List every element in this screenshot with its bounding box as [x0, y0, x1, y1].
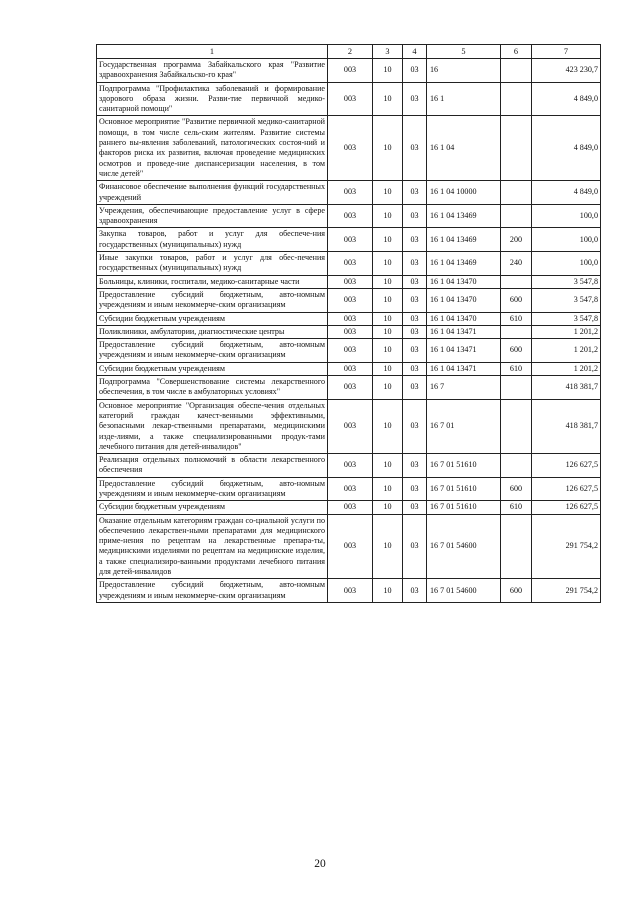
- row-section: 10: [373, 399, 403, 453]
- row-section: 10: [373, 501, 403, 514]
- row-subsection: 03: [403, 362, 427, 375]
- row-amount: 4 849,0: [532, 181, 601, 205]
- row-section: 10: [373, 181, 403, 205]
- row-amount: 100,0: [532, 252, 601, 276]
- row-amount: 100,0: [532, 228, 601, 252]
- row-name: Субсидии бюджетным учреждениям: [97, 362, 328, 375]
- row-subsection: 03: [403, 514, 427, 579]
- row-target-article: 16 1 04 13471: [427, 325, 501, 338]
- table-row: [97, 116, 601, 181]
- header-col-1: 1: [97, 45, 328, 59]
- row-expense-type: [501, 275, 532, 288]
- table-row: [97, 288, 601, 312]
- row-ministry-code: 003: [328, 477, 373, 501]
- row-target-article: 16 7 01 54600: [427, 514, 501, 579]
- table-row: [97, 362, 601, 375]
- row-section: 10: [373, 362, 403, 375]
- row-target-article: 16 1: [427, 82, 501, 116]
- table-row: [97, 399, 601, 453]
- row-name: Поликлиники, амбулатории, диагностические центры: [97, 325, 328, 338]
- row-target-article: 16 7 01 51610: [427, 477, 501, 501]
- table-row: [97, 376, 601, 400]
- row-amount: 4 849,0: [532, 116, 601, 181]
- row-ministry-code: 003: [328, 514, 373, 579]
- row-ministry-code: 003: [328, 339, 373, 363]
- row-amount: 3 547,8: [532, 288, 601, 312]
- row-subsection: 03: [403, 376, 427, 400]
- row-subsection: 03: [403, 399, 427, 453]
- table-row: [97, 501, 601, 514]
- row-subsection: 03: [403, 312, 427, 325]
- row-expense-type: 610: [501, 501, 532, 514]
- row-expense-type: 600: [501, 339, 532, 363]
- row-amount: 1 201,2: [532, 362, 601, 375]
- row-amount: 291 754,2: [532, 579, 601, 603]
- row-subsection: 03: [403, 339, 427, 363]
- row-subsection: 03: [403, 204, 427, 228]
- row-subsection: 03: [403, 82, 427, 116]
- table-row: [97, 454, 601, 478]
- row-target-article: 16: [427, 59, 501, 83]
- row-subsection: 03: [403, 288, 427, 312]
- row-subsection: 03: [403, 275, 427, 288]
- row-subsection: 03: [403, 252, 427, 276]
- row-ministry-code: 003: [328, 82, 373, 116]
- row-name: Предоставление субсидий бюджетным, авто-номным учреждениям и иным некоммерче-ским организациям: [97, 579, 328, 603]
- row-ministry-code: 003: [328, 59, 373, 83]
- row-ministry-code: 003: [328, 501, 373, 514]
- row-ministry-code: 003: [328, 275, 373, 288]
- row-amount: 4 849,0: [532, 82, 601, 116]
- table-row: [97, 579, 601, 603]
- row-name: Подпрограмма "Совершенствование системы лекарственного обеспечения, в том числе в амбулаторных условиях": [97, 376, 328, 400]
- row-ministry-code: 003: [328, 228, 373, 252]
- table-row: [97, 59, 601, 83]
- row-amount: 418 381,7: [532, 399, 601, 453]
- row-section: 10: [373, 59, 403, 83]
- row-expense-type: 600: [501, 477, 532, 501]
- row-expense-type: [501, 82, 532, 116]
- row-expense-type: 600: [501, 579, 532, 603]
- row-amount: 1 201,2: [532, 325, 601, 338]
- row-target-article: 16 1 04 10000: [427, 181, 501, 205]
- table-row: [97, 514, 601, 579]
- row-expense-type: 240: [501, 252, 532, 276]
- row-subsection: 03: [403, 501, 427, 514]
- row-amount: 3 547,8: [532, 275, 601, 288]
- row-section: 10: [373, 312, 403, 325]
- row-name: Субсидии бюджетным учреждениям: [97, 312, 328, 325]
- row-section: 10: [373, 288, 403, 312]
- table-row: [97, 312, 601, 325]
- row-target-article: 16 7 01 51610: [427, 454, 501, 478]
- row-expense-type: 610: [501, 362, 532, 375]
- row-ministry-code: 003: [328, 116, 373, 181]
- row-name: Реализация отдельных полномочий в области лекарственного обеспечения: [97, 454, 328, 478]
- row-ministry-code: 003: [328, 288, 373, 312]
- row-name: Субсидии бюджетным учреждениям: [97, 501, 328, 514]
- row-name: Подпрограмма "Профилактика заболеваний и формирование здорового образа жизни. Разви-тие первичной медико-санитарной помощи": [97, 82, 328, 116]
- table-row: [97, 275, 601, 288]
- row-name: Учреждения, обеспечивающие предоставление услуг в сфере здравоохранения: [97, 204, 328, 228]
- table-row: [97, 204, 601, 228]
- header-col-6: 6: [501, 45, 532, 59]
- row-ministry-code: 003: [328, 312, 373, 325]
- row-amount: 1 201,2: [532, 339, 601, 363]
- table-row: [97, 339, 601, 363]
- row-target-article: 16 1 04 13471: [427, 339, 501, 363]
- row-name: Основное мероприятие "Организация обеспе-чения отдельных категорий граждан качест-венными эффективными, безопасными лекар-ственными препаратами, медицинскими изде-лиями, а также специализированными продук-тами лечебного питания для детей-инвалидов": [97, 399, 328, 453]
- budget-table-page: [96, 44, 600, 603]
- row-target-article: 16 1 04 13471: [427, 362, 501, 375]
- table-header-row: [97, 45, 601, 59]
- header-col-3: 3: [373, 45, 403, 59]
- row-target-article: 16 1 04 13470: [427, 312, 501, 325]
- row-target-article: 16 1 04 13469: [427, 228, 501, 252]
- table-row: [97, 477, 601, 501]
- table-row: [97, 228, 601, 252]
- row-ministry-code: 003: [328, 454, 373, 478]
- row-amount: 126 627,5: [532, 477, 601, 501]
- row-section: 10: [373, 82, 403, 116]
- row-section: 10: [373, 275, 403, 288]
- row-target-article: 16 1 04 13470: [427, 275, 501, 288]
- row-ministry-code: 003: [328, 376, 373, 400]
- row-target-article: 16 1 04 13470: [427, 288, 501, 312]
- row-ministry-code: 003: [328, 399, 373, 453]
- row-target-article: 16 7 01 51610: [427, 501, 501, 514]
- page-number: 20: [314, 858, 326, 870]
- row-amount: 291 754,2: [532, 514, 601, 579]
- row-ministry-code: 003: [328, 362, 373, 375]
- row-section: 10: [373, 252, 403, 276]
- row-target-article: 16 1 04: [427, 116, 501, 181]
- row-section: 10: [373, 339, 403, 363]
- row-name: Иные закупки товаров, работ и услуг для обес-печения государственных (муниципальных) нужд: [97, 252, 328, 276]
- row-target-article: 16 7 01 54600: [427, 579, 501, 603]
- table-body: [97, 45, 601, 603]
- row-name: Оказание отдельным категориям граждан со-циальной услуги по обеспечению лекарствен-ными препаратами для медицинского приме-нения по рецептам на лекарственные препара-ты, медицинскими изделиями по рецептам на медицинские изделия, а также специализиро-ванными продуктами лечебного питания для детей-инвалидов: [97, 514, 328, 579]
- row-target-article: 16 1 04 13469: [427, 252, 501, 276]
- row-ministry-code: 003: [328, 579, 373, 603]
- row-name: Предоставление субсидий бюджетным, авто-номным учреждениям и иным некоммерче-ским организациям: [97, 477, 328, 501]
- row-amount: 100,0: [532, 204, 601, 228]
- row-amount: 126 627,5: [532, 454, 601, 478]
- row-target-article: 16 7: [427, 376, 501, 400]
- row-name: Предоставление субсидий бюджетным, авто-номным учреждениям и иным некоммерче-ским организациям: [97, 339, 328, 363]
- row-amount: 423 230,7: [532, 59, 601, 83]
- row-section: 10: [373, 116, 403, 181]
- row-subsection: 03: [403, 59, 427, 83]
- row-expense-type: 610: [501, 312, 532, 325]
- header-col-7: 7: [532, 45, 601, 59]
- row-expense-type: [501, 454, 532, 478]
- table-row: [97, 325, 601, 338]
- row-section: 10: [373, 204, 403, 228]
- row-section: 10: [373, 454, 403, 478]
- row-section: 10: [373, 228, 403, 252]
- row-subsection: 03: [403, 579, 427, 603]
- row-ministry-code: 003: [328, 325, 373, 338]
- row-expense-type: [501, 514, 532, 579]
- row-amount: 418 381,7: [532, 376, 601, 400]
- row-expense-type: 200: [501, 228, 532, 252]
- row-subsection: 03: [403, 325, 427, 338]
- row-ministry-code: 003: [328, 204, 373, 228]
- row-expense-type: [501, 181, 532, 205]
- row-expense-type: [501, 376, 532, 400]
- row-section: 10: [373, 579, 403, 603]
- header-col-2: 2: [328, 45, 373, 59]
- row-subsection: 03: [403, 228, 427, 252]
- row-ministry-code: 003: [328, 252, 373, 276]
- row-amount: 126 627,5: [532, 501, 601, 514]
- row-section: 10: [373, 325, 403, 338]
- row-name: Предоставление субсидий бюджетным, авто-номным учреждениям и иным некоммерче-ским организациям: [97, 288, 328, 312]
- row-expense-type: [501, 204, 532, 228]
- row-target-article: 16 1 04 13469: [427, 204, 501, 228]
- header-col-5: 5: [427, 45, 501, 59]
- table-row: [97, 181, 601, 205]
- row-ministry-code: 003: [328, 181, 373, 205]
- row-expense-type: [501, 59, 532, 83]
- row-subsection: 03: [403, 454, 427, 478]
- row-target-article: 16 7 01: [427, 399, 501, 453]
- table-row: [97, 82, 601, 116]
- row-subsection: 03: [403, 181, 427, 205]
- row-expense-type: [501, 399, 532, 453]
- row-expense-type: [501, 325, 532, 338]
- header-col-4: 4: [403, 45, 427, 59]
- row-name: Основное мероприятие "Развитие первичной медико-санитарной помощи, в том числе сель-ским жителям. Развитие системы раннего вы-явления заболеваний, патологических состоя-ний и факторов риска их развития, включая проведение медицинских осмотров и проведе-ние диспансеризации населения, в том числе детей": [97, 116, 328, 181]
- row-section: 10: [373, 477, 403, 501]
- row-amount: 3 547,8: [532, 312, 601, 325]
- row-name: Финансовое обеспечение выполнения функций государственных учреждений: [97, 181, 328, 205]
- row-expense-type: 600: [501, 288, 532, 312]
- row-name: Больницы, клиники, госпитали, медико-санитарные части: [97, 275, 328, 288]
- budget-table: [96, 44, 601, 603]
- row-name: Закупка товаров, работ и услуг для обеспече-ния государственных (муниципальных) нужд: [97, 228, 328, 252]
- row-expense-type: [501, 116, 532, 181]
- row-name: Государственная программа Забайкальского края "Развитие здравоохранения Забайкальско-го края": [97, 59, 328, 83]
- row-subsection: 03: [403, 477, 427, 501]
- row-section: 10: [373, 376, 403, 400]
- row-section: 10: [373, 514, 403, 579]
- row-subsection: 03: [403, 116, 427, 181]
- table-row: [97, 252, 601, 276]
